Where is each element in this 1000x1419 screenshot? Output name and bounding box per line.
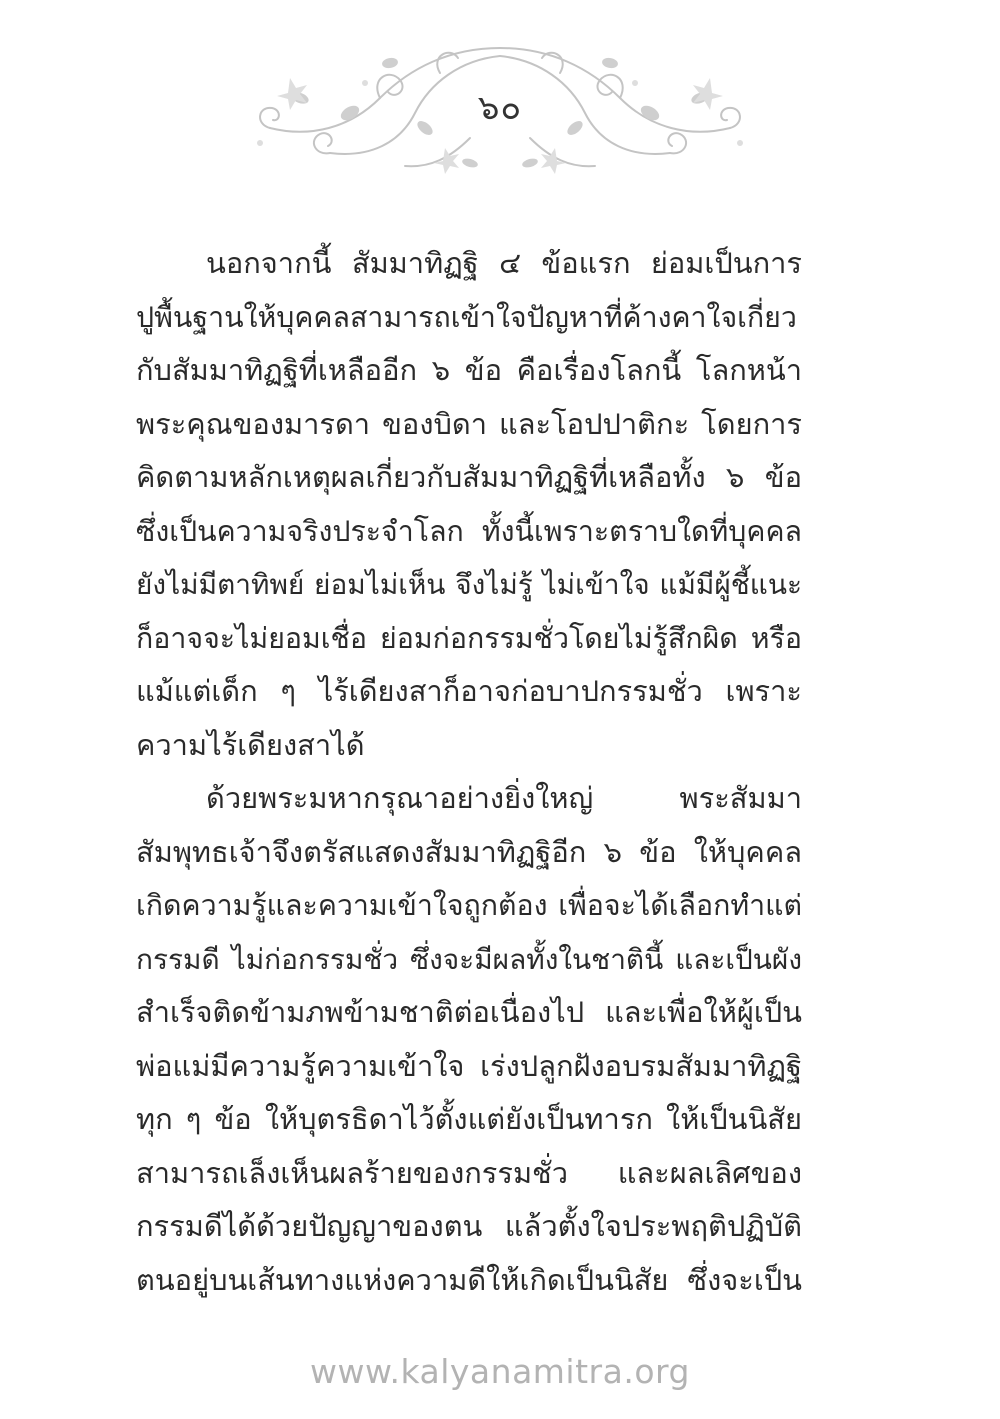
text-line: สัมพุทธเจ้าจึงตรัสแสดงสัมมาทิฏฐิอีก ๖ ข้อ ให้บุคคล: [136, 834, 802, 869]
text-line: เกิดความรู้และความเข้าใจถูกต้อง เพื่อจะได้เลือกทำแต่: [136, 889, 802, 922]
text-line: กรรมดีได้ด้วยปัญญาของตน แล้วตั้งใจประพฤติปฏิบัติ: [136, 1209, 802, 1243]
text-line: ทุก ๆ ข้อ ให้บุตรธิดาไว้ตั้งแต่ยังเป็นทารก ให้เป็นนิสัย: [136, 1102, 802, 1136]
text-line: นอกจากนี้ สัมมาทิฏฐิ ๔ ข้อแรก ย่อมเป็นการ: [206, 246, 802, 280]
text-line: พ่อแม่มีความรู้ความเข้าใจ เร่งปลูกฝังอบรมสัมมาทิฏฐิ: [136, 1048, 802, 1083]
text-line: ตนอยู่บนเส้นทางแห่งความดีให้เกิดเป็นนิสัย ซึ่งจะเป็น: [136, 1262, 802, 1297]
text-line: คิดตามหลักเหตุผลเกี่ยวกับสัมมาทิฏฐิที่เหลือทั้ง ๖ ข้อ: [136, 460, 802, 494]
paragraph-1: [136, 237, 802, 772]
text-line: ยังไม่มีตาทิพย์ ย่อมไม่เห็น จึงไม่รู้ ไม่เข้าใจ แม้มีผู้ชี้แนะ: [136, 568, 802, 601]
text-line: ความไร้เดียงสาได้: [136, 727, 365, 762]
body-text: [136, 237, 802, 1307]
paragraph-2: [136, 772, 802, 1307]
text-line: ก็อาจจะไม่ยอมเชื่อ ย่อมก่อกรรมชั่วโดยไม่รู้สึกผิด หรือ: [136, 621, 802, 655]
text-line: ซึ่งเป็นความจริงประจำโลก ทั้งนี้เพราะตราบใดที่บุคคล: [136, 514, 802, 548]
text-line: สำเร็จติดข้ามภพข้ามชาติต่อเนื่องไป และเพื่อให้ผู้เป็น: [136, 995, 802, 1029]
page-number: ๖๐: [477, 88, 523, 128]
text-line: สามารถเล็งเห็นผลร้ายของกรรมชั่ว และผลเลิศของ: [136, 1155, 802, 1190]
text-line: ด้วยพระมหากรุณาอย่างยิ่งใหญ่ พระสัมมา: [206, 781, 802, 815]
text-line: กับสัมมาทิฏฐิที่เหลืออีก ๖ ข้อ คือเรื่องโลกนี้ โลกหน้า: [136, 353, 802, 387]
text-line: พระคุณของมารดา ของบิดา และโอปปาติกะ โดยการ: [136, 406, 802, 441]
text-line: ปูพื้นฐานให้บุคคลสามารถเข้าใจปัญหาที่ค้างคาใจเกี่ยว: [136, 300, 797, 334]
footer-url: www.kalyanamitra.org: [310, 1352, 690, 1391]
text-line: กรรมดี ไม่ก่อกรรมชั่ว ซึ่งจะมีผลทั้งในชาตินี้ และเป็นผัง: [136, 942, 802, 976]
text-line: แม้แต่เด็ก ๆ ไร้เดียงสาก็อาจก่อบาปกรรมชั่ว เพราะ: [136, 674, 802, 708]
